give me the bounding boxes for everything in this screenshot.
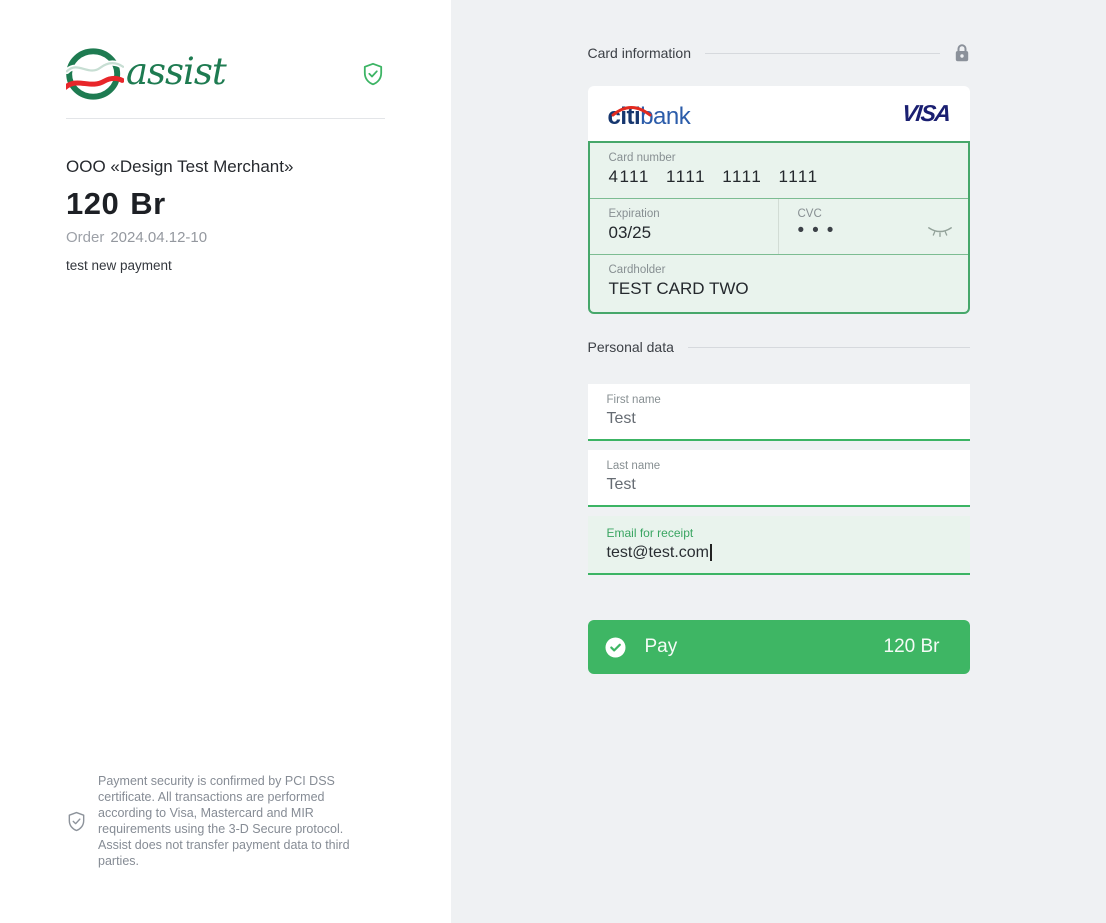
pay-button[interactable] xyxy=(588,620,970,674)
card-number-value: 4111 1111 1111 1111 xyxy=(608,167,819,186)
card-information-header xyxy=(588,44,970,62)
citibank-logo-bank: bank xyxy=(640,102,691,130)
email-field[interactable] xyxy=(588,516,970,575)
card-fields-block xyxy=(588,141,970,314)
left-panel-divider xyxy=(66,118,385,119)
card-number-label: Card number xyxy=(608,152,676,164)
cvc-field[interactable] xyxy=(779,199,968,254)
card-bank-row xyxy=(588,86,970,141)
eye-closed-icon[interactable] xyxy=(927,225,953,239)
merchant-panel xyxy=(0,0,451,923)
citibank-logo-citi: citi xyxy=(607,102,641,130)
section-divider xyxy=(705,53,940,54)
order-line xyxy=(66,229,385,246)
order-label: Order xyxy=(66,229,105,246)
amount-currency: Br xyxy=(130,186,166,221)
logo-row xyxy=(66,47,385,101)
card-widget xyxy=(588,86,970,314)
order-amount xyxy=(66,186,385,222)
expiration-label: Expiration xyxy=(608,208,660,220)
pay-button-label: Pay xyxy=(644,636,678,657)
cvc-masked-value: ••• xyxy=(797,220,842,241)
last-name-field[interactable] xyxy=(588,450,970,507)
citibank-logo xyxy=(608,99,691,129)
pay-button-amount: 120 Br xyxy=(883,636,940,657)
expiration-cvc-row xyxy=(590,199,968,255)
assist-logo-mark-icon xyxy=(66,47,124,101)
card-information-title: Card information xyxy=(587,45,691,61)
cardholder-label: Cardholder xyxy=(608,264,666,276)
shield-check-icon xyxy=(66,811,87,832)
email-value: test@test.com xyxy=(606,544,709,561)
merchant-name: OOO «Design Test Merchant» xyxy=(66,157,294,176)
expiration-value: 03/25 xyxy=(608,223,652,242)
order-number: 2024.04.12-10 xyxy=(110,229,208,246)
section-divider xyxy=(688,347,970,348)
first-name-field[interactable] xyxy=(588,384,970,441)
personal-data-header xyxy=(588,338,970,356)
cvc-label: CVC xyxy=(797,208,822,220)
email-label: Email for receipt xyxy=(606,526,694,540)
citi-arc-icon xyxy=(609,98,655,122)
email-value-wrap xyxy=(607,544,951,562)
security-note-text: Payment security is confirmed by PCI DSS certificate. All transactions are performed according to Visa, Mastercard and MIR requirements using the 3-D Secure protocol. Assist does not transfer payment data to third parties. xyxy=(98,774,350,868)
last-name-value: Test xyxy=(606,476,636,493)
assist-logo xyxy=(66,47,226,101)
text-caret xyxy=(710,544,712,561)
merchant-block xyxy=(66,157,385,273)
security-note xyxy=(66,773,366,869)
payment-comment: test new payment xyxy=(66,258,172,273)
first-name-label: First name xyxy=(606,394,661,406)
card-number-field[interactable] xyxy=(590,143,968,199)
first-name-value: Test xyxy=(606,410,636,427)
amount-value: 120 xyxy=(66,186,120,221)
personal-data-title: Personal data xyxy=(587,339,674,355)
check-circle-icon xyxy=(605,637,626,658)
cardholder-value: TEST CARD TWO xyxy=(608,279,749,298)
shield-check-icon xyxy=(361,62,385,86)
last-name-label: Last name xyxy=(606,460,661,472)
cardholder-field[interactable] xyxy=(590,255,968,312)
assist-logo-text: assist xyxy=(126,49,226,93)
expiration-field[interactable] xyxy=(590,199,779,254)
lock-icon xyxy=(954,43,970,63)
visa-logo: VISA xyxy=(900,100,951,126)
payment-form-panel xyxy=(451,0,1106,923)
